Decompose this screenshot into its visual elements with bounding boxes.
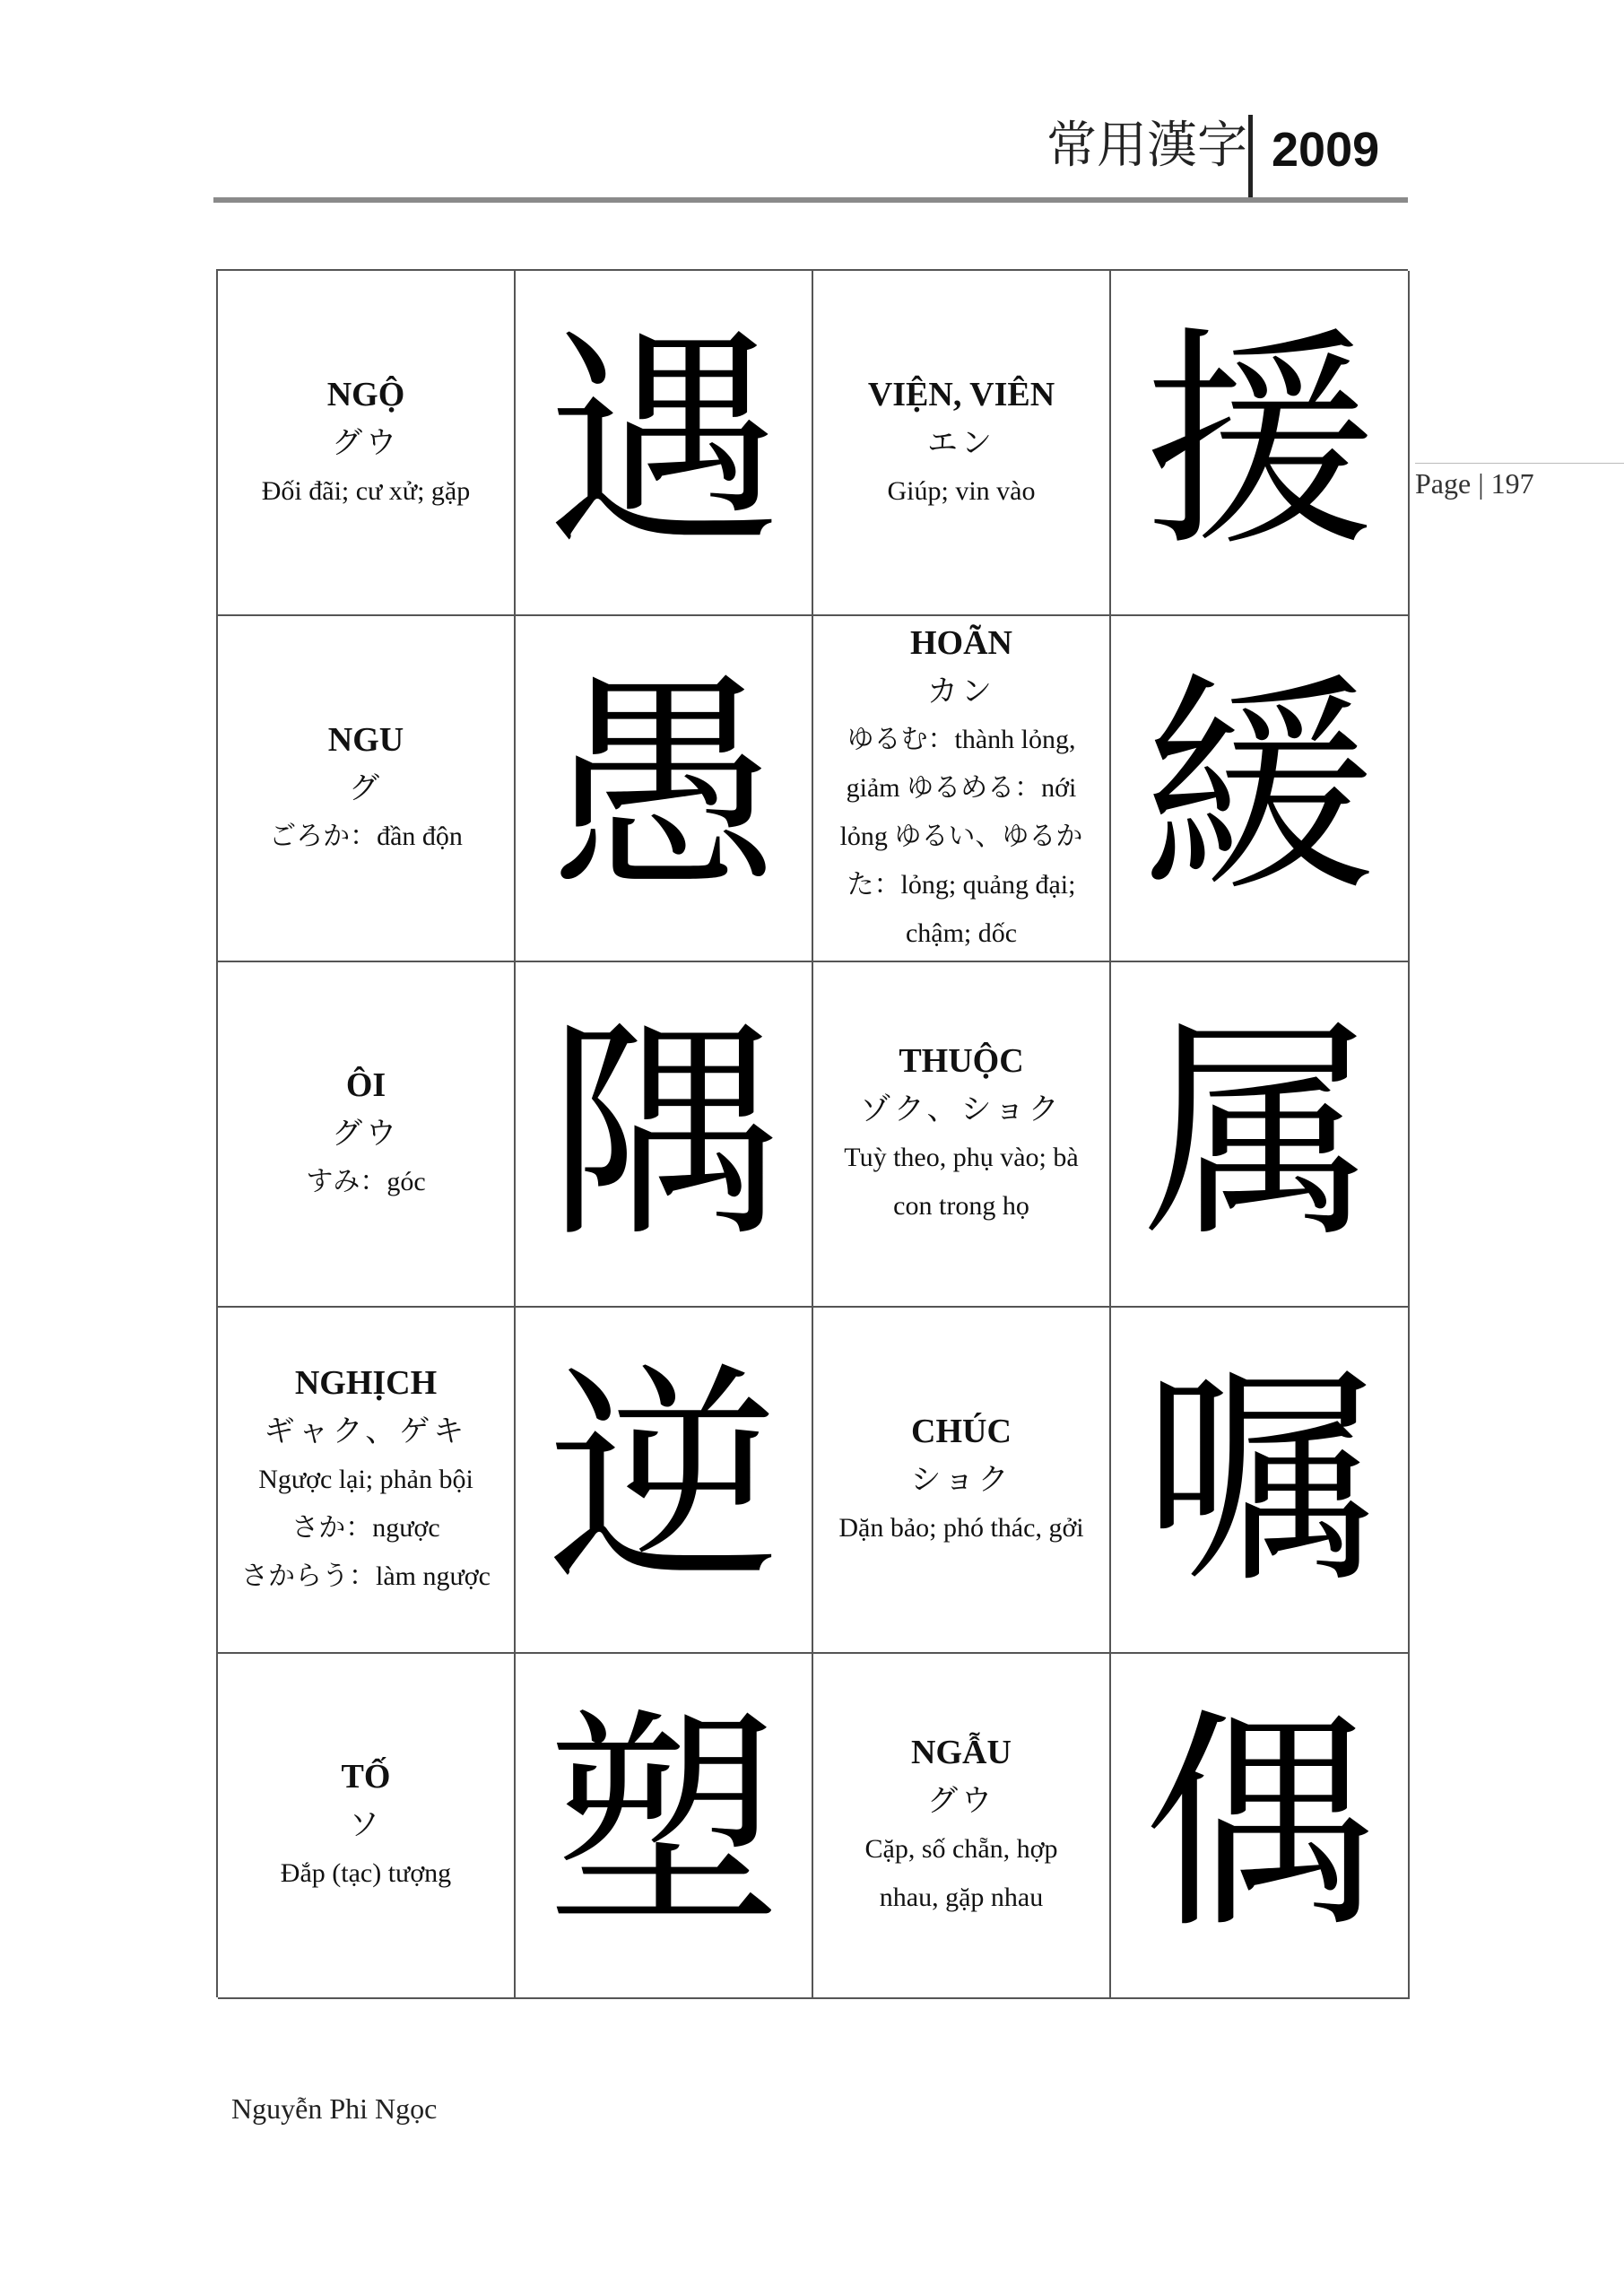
kanji-glyph-cell [516, 1308, 813, 1653]
sino-vietnamese-reading: NGHỊCH [294, 1363, 438, 1402]
kanji-character: 塑 [547, 1690, 780, 1961]
kanji-info-cell [813, 1308, 1111, 1653]
kanji-character: 愚 [547, 653, 780, 925]
sino-vietnamese-reading: NGU [327, 721, 404, 760]
kanji-character: 偶 [1142, 1690, 1376, 1961]
sino-vietnamese-reading: CHÚC [911, 1412, 1012, 1450]
kanji-meaning: Dặn bảo; phó thác, gởi [838, 1512, 1084, 1543]
kanji-meaning: Giúp; vin vào [887, 475, 1036, 506]
sino-vietnamese-reading: THUỘC [899, 1042, 1024, 1081]
kanji-info-cell [218, 1654, 516, 1999]
japanese-reading: ソ [349, 1807, 383, 1844]
kanji-info-cell [218, 962, 516, 1308]
kanji-info-cell [218, 616, 516, 961]
japanese-reading: グウ [927, 1783, 995, 1820]
header-title: 常用漢字 [1046, 117, 1247, 175]
kanji-meaning: Cặp, số chẵn, hợp nhau, gặp nhau [864, 1834, 1058, 1913]
sino-vietnamese-reading: HOÃN [910, 624, 1012, 663]
kanji-character: 属 [1142, 998, 1376, 1270]
sino-vietnamese-reading: VIỆN, VIÊN [867, 375, 1055, 413]
japanese-reading: グ [349, 770, 383, 807]
kanji-meaning: Đối đãi; cư xử; gặp [261, 475, 471, 506]
kanji-meaning: すみ：góc [306, 1167, 426, 1197]
header-divider [1248, 115, 1253, 197]
kanji-meaning: ごろか：đần độn [269, 822, 463, 852]
kanji-glyph-cell [1111, 1308, 1410, 1653]
kanji-glyph-cell [516, 616, 813, 961]
japanese-reading: カン [927, 674, 995, 710]
kanji-glyph-cell [516, 1654, 813, 1999]
kanji-table [216, 269, 1408, 1997]
japanese-reading: ショク [910, 1461, 1012, 1498]
header-rule [213, 197, 1408, 203]
kanji-character: 嘱 [1142, 1344, 1376, 1615]
kanji-meaning: Ngược lại; phản bội さか：ngược さからう：làm ngược [241, 1464, 491, 1591]
header-year: 2009 [1272, 123, 1380, 177]
sino-vietnamese-reading: TỐ [341, 1758, 391, 1796]
kanji-meaning: Tuỳ theo, phụ vào; bà con trong họ [844, 1143, 1079, 1222]
kanji-glyph-cell [516, 962, 813, 1308]
kanji-character: 逆 [547, 1344, 780, 1615]
kanji-glyph-cell [1111, 962, 1410, 1308]
japanese-reading: グウ [332, 424, 400, 461]
kanji-info-cell [813, 1654, 1111, 1999]
kanji-character: 緩 [1142, 653, 1376, 925]
kanji-info-cell [813, 616, 1111, 961]
kanji-meaning: ゆるむ：thành lỏng, giảm ゆるめる：nới lỏng ゆるい、ゆるか た：lỏng; quảng đại; chậm; dốc [839, 725, 1083, 949]
kanji-glyph-cell [1111, 1654, 1410, 1999]
page-number: Page | 197 [1415, 463, 1624, 500]
japanese-reading: ゾク、ショク [860, 1091, 1063, 1128]
kanji-glyph-cell [516, 271, 813, 616]
japanese-reading: グウ [332, 1116, 400, 1152]
kanji-info-cell [813, 962, 1111, 1308]
sino-vietnamese-reading: NGẪU [911, 1734, 1012, 1772]
kanji-info-cell [813, 271, 1111, 616]
kanji-glyph-cell [1111, 271, 1410, 616]
sino-vietnamese-reading: NGỘ [326, 375, 405, 413]
kanji-character: 援 [1142, 307, 1376, 578]
kanji-character: 隅 [547, 998, 780, 1270]
kanji-info-cell [218, 271, 516, 616]
kanji-character: 遇 [547, 307, 780, 578]
japanese-reading: エン [927, 424, 995, 461]
kanji-info-cell [218, 1308, 516, 1653]
japanese-reading: ギャク、ゲキ [264, 1413, 468, 1449]
kanji-meaning: Đắp (tạc) tượng [280, 1858, 452, 1889]
footer-author: Nguyễn Phi Ngọc [231, 2092, 438, 2125]
kanji-glyph-cell [1111, 616, 1410, 961]
sino-vietnamese-reading: ÔI [345, 1066, 386, 1105]
